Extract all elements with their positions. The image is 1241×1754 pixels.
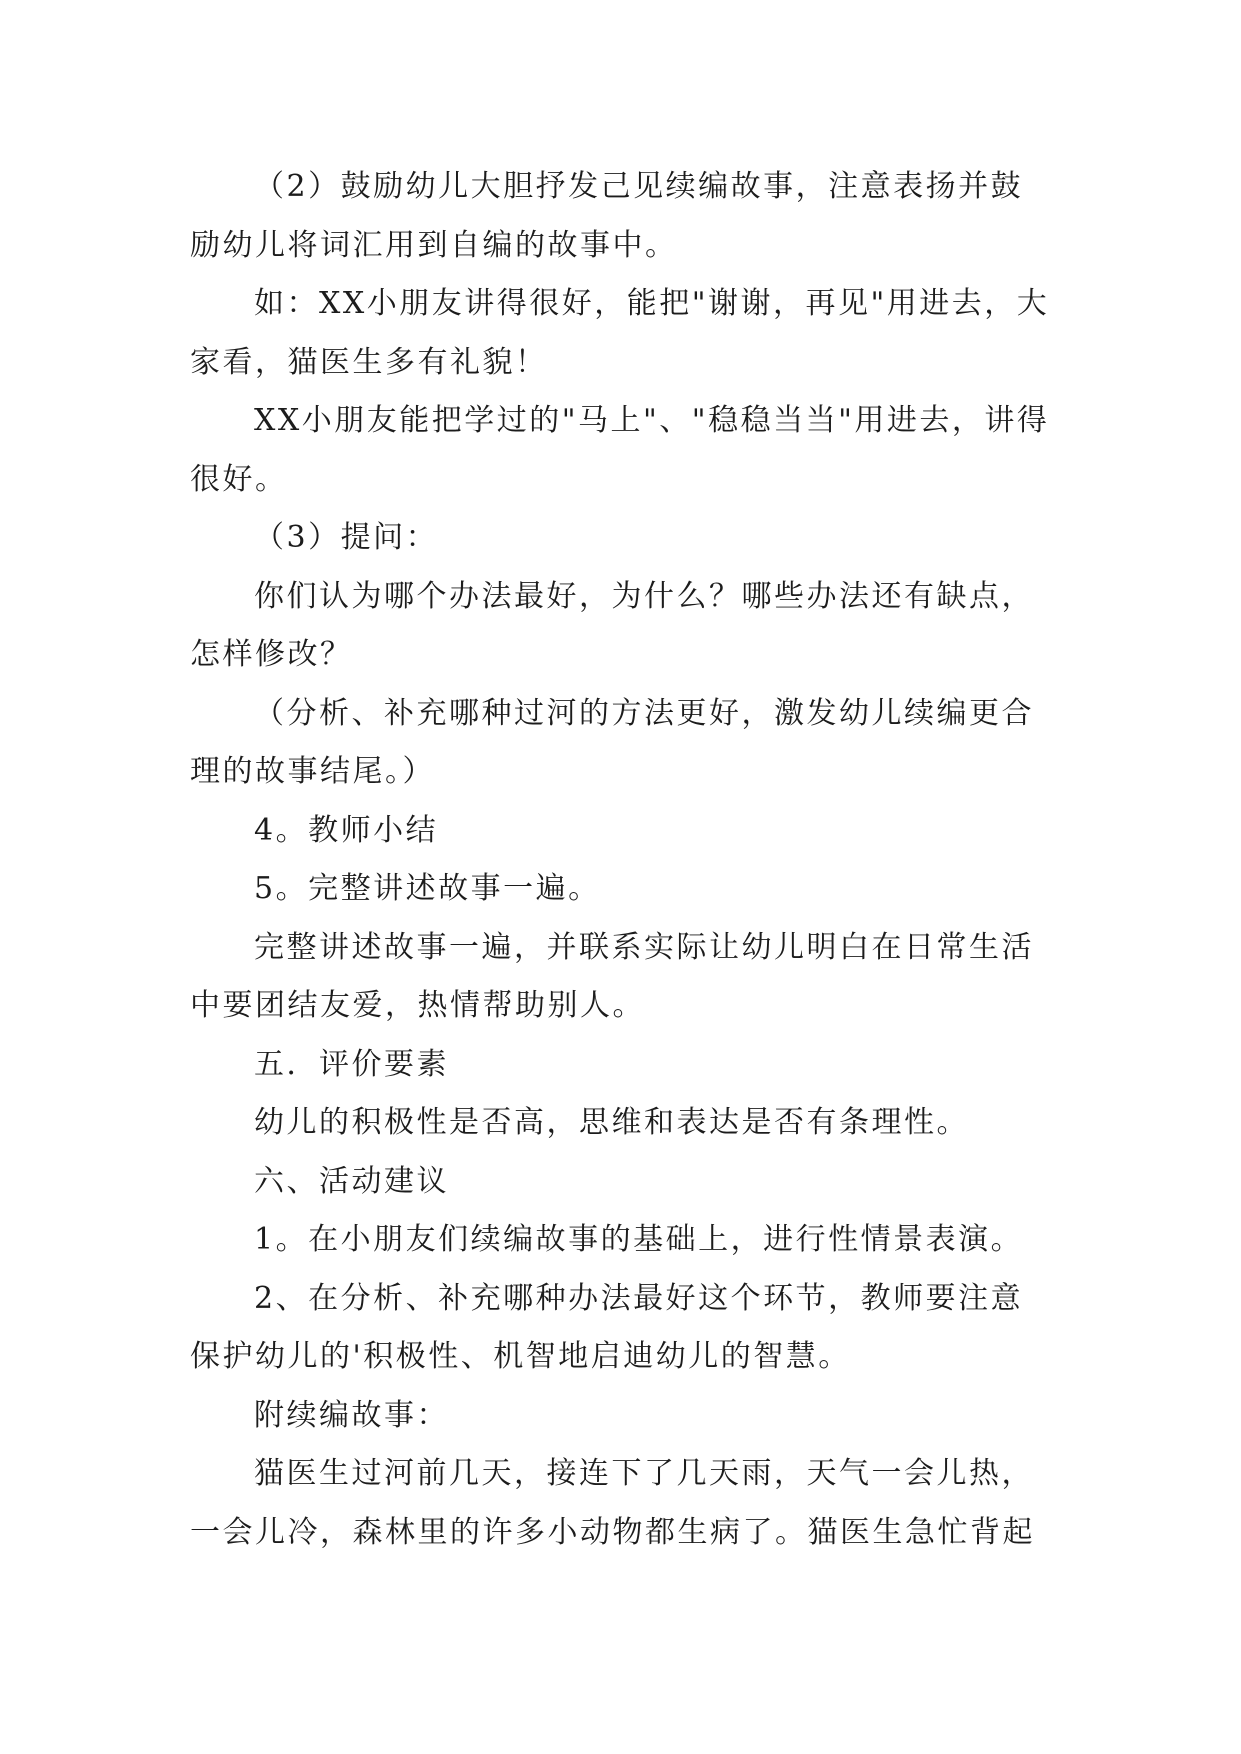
paragraph-example-2: XX小朋友能把学过的"马上"、"稳稳当当"用进去，讲得很好。 — [190, 403, 1050, 497]
paragraph-encourage: （2）鼓励幼儿大胆抒发己见续编故事，注意表扬并鼓励幼儿将词汇用到自编的故事中。 — [190, 169, 1024, 263]
document-body — [190, 158, 1050, 1562]
paragraph-teacher-summary: 4。教师小结 — [254, 812, 439, 848]
paragraph-suggestion-2: 2、在分析、补充哪种办法最好这个环节，教师要注意保护幼儿的'积极性、机智地启迪幼儿的智慧。 — [190, 1280, 1024, 1374]
paragraph-retell: 完整讲述故事一遍，并联系实际让幼儿明白在日常生活中要团结友爱，热情帮助别人。 — [190, 929, 1034, 1023]
section-heading-suggestions: 六、活动建议 — [254, 1163, 449, 1199]
section-heading-story: 附续编故事： — [254, 1397, 449, 1433]
paragraph-example-1: 如：XX小朋友讲得很好，能把"谢谢，再见"用进去，大家看，猫医生多有礼貌！ — [190, 286, 1050, 380]
paragraph-suggestion-1: 1。在小朋友们续编故事的基础上，进行性情景表演。 — [254, 1222, 1024, 1257]
paragraph-question-heading: （3）提问： — [254, 520, 439, 555]
paragraph-retell-heading: 5。完整讲述故事一遍。 — [254, 871, 601, 906]
paragraph-question: 你们认为哪个办法最好，为什么？哪些办法还有缺点，怎样修改？ — [190, 578, 1034, 672]
paragraph-analysis: （分析、补充哪种过河的方法更好，激发幼儿续编更合理的故事结尾。） — [190, 695, 1034, 789]
paragraph-story: 猫医生过河前几天，接连下了几天雨，天气一会儿热，一会儿冷，森林里的许多小动物都生病了。猫医生急忙背起 — [190, 1456, 1035, 1550]
paragraph-evaluation: 幼儿的积极性是否高，思维和表达是否有条理性。 — [254, 1105, 969, 1140]
section-heading-evaluation: 五．评价要素 — [254, 1046, 449, 1082]
